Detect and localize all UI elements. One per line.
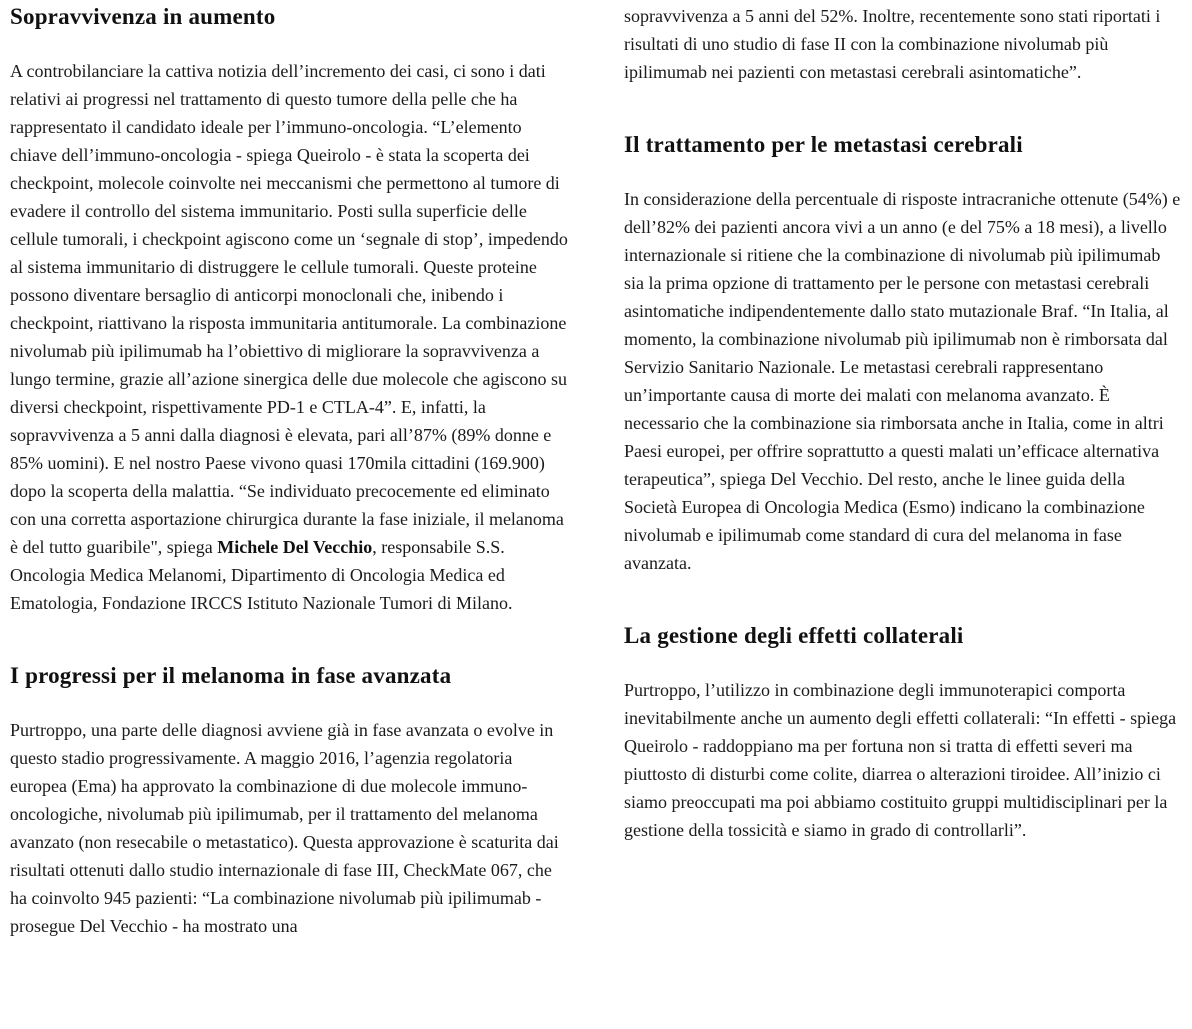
right-column (624, 2, 1182, 940)
left-column (10, 2, 568, 940)
heading-progressi-melanoma-fase-avanzata: I progressi per il melanoma in fase avanzata (10, 663, 452, 688)
paragraph-sopravvivenza (10, 57, 568, 617)
heading-sopravvivenza-in-aumento: Sopravvivenza in aumento (10, 4, 276, 29)
paragraph-progressi-continuation: sopravvivenza a 5 anni del 52%. Inoltre, recentemente sono stati riportati i risultati di uno studio di fase II con la combinazione nivolumab più ipilimumab nei pazienti con metastasi cerebrali asintomatiche”. (624, 6, 1161, 82)
heading-gestione-effetti-collaterali: La gestione degli effetti collaterali (624, 623, 964, 648)
paragraph-trattamento-metastasi: In considerazione della percentuale di risposte intracraniche ottenute (54%) e dell’82% dei pazienti ancora vivi a un anno (e del 75% a 18 mesi), a livello internazionale si ritiene che la combinazione di nivolumab più ipilimumab sia la prima opzione di trattamento per le persone con metastasi cerebrali asintomatiche indipendentemente dallo stato mutazionale Braf. “In Italia, al momento, la combinazione nivolumab più ipilimumab non è rimborsata dal Servizio Sanitario Nazionale. Le metastasi cerebrali rappresentano un’importante causa di morte dei malati con melanoma avanzato. È necessario che la combinazione sia rimborsata anche in Italia, come in altri Paesi europei, per offrire soprattutto a questi malati un’efficace alternativa terapeutica”, spiega Del Vecchio. Del resto, anche le linee guida della Società Europea di Oncologia Medica (Esmo) indicano la combinazione nivolumab e ipilimumab come standard di cura del melanoma in fase avanzata. (624, 189, 1181, 573)
paragraph-progressi: Purtroppo, una parte delle diagnosi avviene già in fase avanzata o evolve in questo stadio progressivamente. A maggio 2016, l’agenzia regolatoria europea (Ema) ha approvato la combinazione di due molecole immuno-oncologiche, nivolumab più ipilimumab, per il trattamento del melanoma avanzato (non resecabile o metastatico). Questa approvazione è scaturita dai risultati ottenuti dallo studio internazionale di fase III, CheckMate 067, che ha coinvolto 945 pazienti: “La combinazione nivolumab più ipilimumab - prosegue Del Vecchio - ha mostrato una (10, 720, 559, 936)
paragraph-gestione-effetti: Purtroppo, l’utilizzo in combinazione degli immunoterapici comporta inevitabilmente anche un aumento degli effetti collaterali: “In effetti - spiega Queirolo - raddoppiano ma per fortuna non si tratta di effetti severi ma piuttosto di disturbi come colite, diarrea o alterazioni tiroidee. All’inizio ci siamo preoccupati ma poi abbiamo costituito gruppi multidisciplinari per la gestione della tossicità e siamo in grado di controllarli”. (624, 680, 1177, 840)
heading-trattamento-metastasi-cerebrali: Il trattamento per le metastasi cerebrali (624, 132, 1023, 157)
paragraph-text: , responsabile S.S. Oncologia Medica Melanomi, Dipartimento di Oncologia Medica ed Ematologia, Fondazione IRCCS Istituto Nazionale Tumori di Milano. (10, 537, 513, 613)
paragraph-text: A controbilanciare la cattiva notizia dell’incremento dei casi, ci sono i dati relativi ai progressi nel trattamento di questo tumore della pelle che ha rappresentato il candidato ideale per l’immuno-oncologia. “L’elemento chiave dell’immuno-oncologia - spiega Queirolo - è stata la scoperta dei checkpoint, molecole coinvolte nei meccanismi che permettono al tumore di evadere il controllo del sistema immunitario. Posti sulla superficie delle cellule tumorali, i checkpoint agiscono come un ‘segnale di stop’, impedendo al sistema immunitario di distruggere le cellule tumorali. Queste proteine possono diventare bersaglio di anticorpi monoclonali che, inibendo i checkpoint, riattivano la risposta immunitaria antitumorale. La combinazione nivolumab più ipilimumab ha l’obiettivo di migliorare la sopravvivenza a lungo termine, grazie all’azione sinergica delle due molecole che agiscono su diversi checkpoint, rispettivamente PD-1 e CTLA-4”. E, infatti, la sopravvivenza a 5 anni dalla diagnosi è elevata, pari all’87% (89% donne e 85% uomini). E nel nostro Paese vivono quasi 170mila cittadini (169.900) dopo la scoperta della malattia. “Se individuato precocemente ed eliminato con una corretta asportazione chirurgica durante la fase iniziale, il melanoma è del tutto guaribile", spiega (10, 61, 568, 557)
person-name-michele-del-vecchio: Michele Del Vecchio (217, 537, 373, 557)
